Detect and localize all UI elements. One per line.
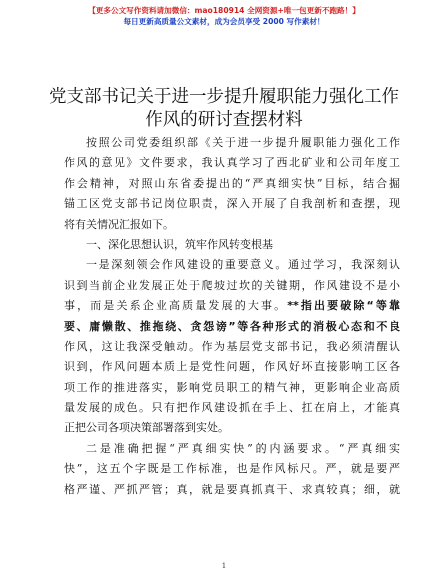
paragraph-2-line: 项工作的推进落实，影响党员职工的精气神，更影响企业高质 <box>64 380 400 394</box>
paragraph-1-line: 锚工区党支部书记岗位职责，深入开展了自我剖析和查摆，现 <box>64 197 400 211</box>
promo-banner-line-1: 【更多公文写作资料请加微信：mao180914 全网资源+唯一包更新不跑路！】 <box>88 6 360 15</box>
paragraph-2-line: 量发展的成色。只有把作风建设抓在手上、扛在肩上，才能真 <box>64 401 400 415</box>
paragraph-3-line: 格严谨、严抓严管；真，就是要真抓真干、求真较真；细，就 <box>64 482 400 496</box>
paragraph-1-line: 将有关情况汇报如下。 <box>64 217 174 231</box>
paragraph-2-line: 作风，这让我深受触动。作为基层党支部书记，我必须清醒认 <box>64 339 400 353</box>
paragraph-2-line-bold: 要、庸懒散、推拖绕、贪怨谤”等各种形式的消极心态和不良 <box>64 319 400 333</box>
document-title-line-2: 作风的研讨查摆材料 <box>145 110 303 130</box>
paragraph-1-line: 作风的意见》文件要求，我认真学习了西北矿业和公司年度工 <box>64 156 400 170</box>
paragraph-1-line: 作会精神，对照山东省委提出的“严真细实快”目标，结合掘 <box>64 176 400 190</box>
emphasis-text: **指出要破除“等靠 <box>287 299 401 313</box>
paragraph-1-line: 按照公司党委组织部《关于进一步提升履职能力强化工作 <box>86 136 400 149</box>
paragraph-2-line: 一是深刻领会作风建设的重要意义。通过学习，我深刻认 <box>86 258 400 272</box>
document-title-line-1: 党支部书记关于进一步提升履职能力强化工作 <box>49 87 399 107</box>
promo-banner-line-2: 每日更新高质量公文素材，成为会员享受 2000 写作素材！ <box>123 17 325 26</box>
paragraph-2-line-mixed <box>64 296 400 316</box>
paragraph-2-text: 事，而是关系企业高质量发展的大事。 <box>64 299 288 313</box>
paragraph-2-line: 识到当前企业发展正处于爬坡过坎的关键期，作风建设不是小 <box>64 278 400 292</box>
page-number: 1 <box>221 562 227 570</box>
paragraph-2-line: 识到，作风问题本质上是党性问题，作风好坏直接影响工区各 <box>64 360 400 374</box>
paragraph-3-line: 快”，这五个字既是工作标准，也是作风标尺。严，就是要严 <box>64 462 400 476</box>
paragraph-2-line: 正把公司各项决策部署落到实处。 <box>64 421 229 435</box>
document-body <box>64 133 400 500</box>
paragraph-3-line: 二是准确把握“严真细实快”的内涵要求。“严真细实 <box>86 441 400 455</box>
section-heading-1: 一、深化思想认识，筑牢作风转变根基 <box>86 237 273 251</box>
